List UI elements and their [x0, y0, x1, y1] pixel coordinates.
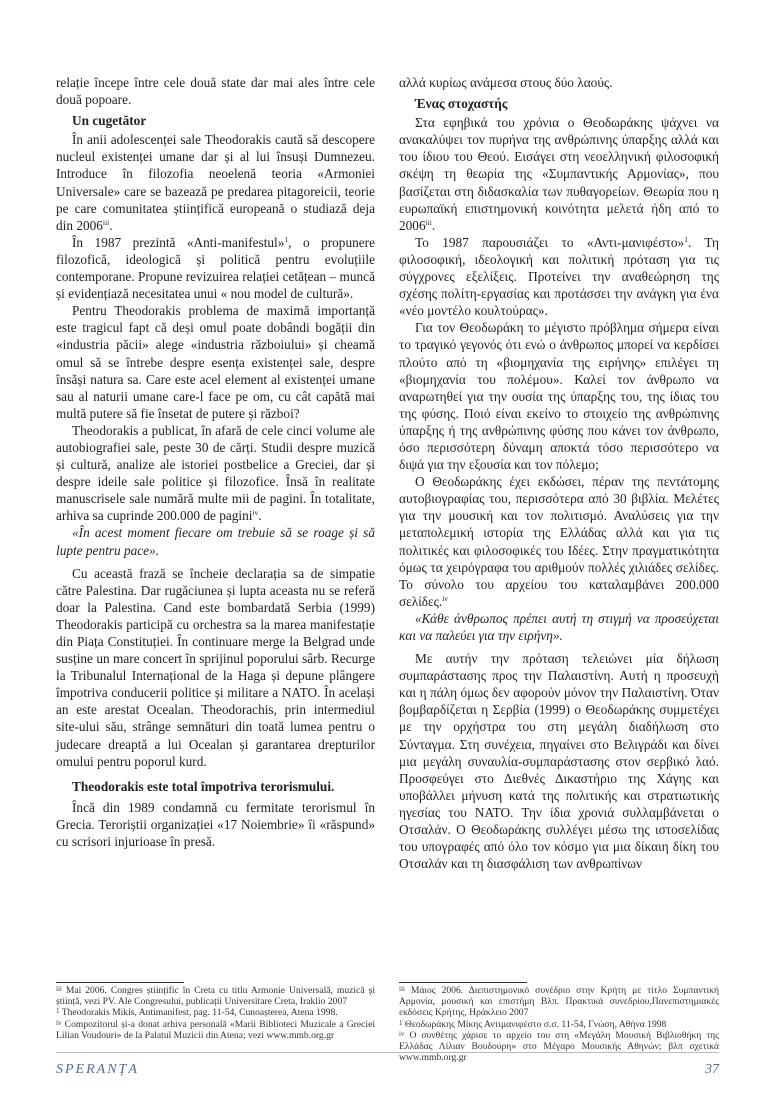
section-heading-terrorism: Theodorakis este total împotriva terorismului. — [72, 778, 335, 794]
paragraph-text: Theodorakis a publicat, în afară de cele cinci volume ale autobiografiei sale, peste 30 de cărți. Studii despre muzică și cultură, analize ale istoriei postbelice a Greciei, dar și despre ideile sale politice și filozofice. Însă în realitate manuscrisele sale numără multe mii de pagini. În totalitate, arhiva sa cuprinde 200.000 de pagini — [56, 422, 375, 524]
paragraph — [399, 234, 719, 319]
paragraph-text: În 1987 prezintă «Anti-manifestul» — [72, 234, 285, 250]
paragraph — [56, 131, 375, 234]
pull-quote: «În acest moment fiecare om trebuie să se roage și să lupte pentru pace». — [56, 525, 375, 558]
footnote-ref[interactable]: 1 — [284, 234, 289, 244]
greek-column — [399, 74, 719, 872]
paragraph: αλλά κυρίως ανάμεσα στους δύο λαούς. — [399, 75, 613, 90]
pull-quote: «Κάθε άνθρωπος πρέπει αυτή τη στιγμή να προσεύχεται και να παλεύει για την ειρήνη». — [399, 610, 719, 643]
footnote-divider — [56, 982, 184, 983]
footnote-ref[interactable]: iv — [252, 508, 259, 518]
paragraph-text: În anii adolescenței sale Theodorakis caută să descopere nucleul existenței umane dar și al lui însuși Dumnezeu. Introduce în filozofia neoelenă teoria «Armoniei Universale» care se bazează pe predarea pitagoreicii, teorie pe care comunitatea științifică europeană o studiază deja din 2006 — [56, 132, 375, 233]
footnote-ref[interactable]: iii — [102, 217, 110, 227]
footnote-text: Μάιος 2006. Διεπιστημονικό συνέδριο στην Κρήτη με τίτλο Συμπαντική Αρμονία, μουσική και επιστήμη Βλπ. Πρακτικά συνεδρίου,Πανεπιστημιακές εκδόσεις Κρήτης, Ηράκλειο 2007 — [399, 985, 719, 1019]
paragraph: Pentru Theodorakis problema de maximă importanță este tragicul fapt că deși omul poate dobândi bogății din «industria păcii» alege «industria războiului» și cheamă omul să se întrebe despre esența existenței sale, despre însăși natura sa. Care este acel element al existenței umane sau al naturii umane care-l face pe om, cu cât capătă mai multă putere să fie însetat de putere și război? — [56, 303, 375, 421]
paragraph: Με αυτήν την πρόταση τελειώνει μία δήλωση συμπαράστασης προς την Παλαιστίνη. Αυτή η προσευχή και η πάλη όμως δεν αφορούν μόνον την Παλαιστίνη. Όταν βομβαρδίζεται η Σερβία (1999) ο Θεοδωράκης συμμετέχει με την ορχήστρα του στη μεγάλη διαδήλωση στο Σύνταγμα. Στη συνέχεια, πηγαίνει στο Βελιγράδι και δίνει μια μεγάλη συναυλία-συμπαράστασης στον σερβικό λαό. Προσφεύγει στο Διεθνές Δικαστήριο της Χάγης και υποβάλλει μήνυση κατά της πολιτικής και στρατιωτικής ηγεσίας του ΝΑΤΟ. Την ίδια χρονιά συλλαμβάνεται ο Οτσαλάν. Ο Θεοδωράκης συλλέγει μέσω της ιστοσελίδας του υπογραφές από όλο τον κόσμο για μια δίκαιη δίκη του Οτσαλάν και τη διασφάλιση των ανθρωπίνων — [399, 651, 719, 872]
footer-divider — [56, 1052, 719, 1053]
section-heading-thinker: Un cugetător — [72, 113, 147, 129]
footnote-text: Mai 2006. Congres științific în Creta cu titlu Armonie Universală, muzică și știință, vezi PV. Ale Congresului, publicații Universitare Creta, Iraklio 2007 — [56, 985, 375, 1008]
footnotes-romanian — [56, 982, 375, 1041]
footnote-ref[interactable]: iii — [425, 217, 432, 227]
footnote-mark: iii — [399, 985, 405, 993]
footnote-text: Θεοδωράκης Μίκης Αντιμανιφέστο σ.σ. 11-54, Γνώση, Αθήνα 1998 — [402, 1018, 667, 1030]
punctuation: . — [109, 217, 113, 233]
paragraph: relație începe între cele două state dar mai ales între cele două popoare. — [56, 75, 375, 108]
paragraph-text: Ο Θεοδωράκης έχει εκδώσει, πέραν της πεντάτομης αυτοβιογραφίας του, περισσότερα από 30 βιβλία. Μελέτες για την μουσική και τον πολιτισμό. Αναλύσεις για την μεταπολεμική ιστορία της Ελλάδας αλλά και για τις πολιτικές και φιλοσοφικές του Ιδέες. Στην πραγματικότητα όμως τα χειρόγραφα του αριθμούν πολλές χιλιάδες σελίδες. Το σύνολο του αρχείου του καταλαμβάνει 200.000 σελίδες. — [399, 474, 719, 609]
paragraph: Încă din 1989 condamnă cu fermitate terorismul în Grecia. Teroriștii organizației «17 Noiembrie» îi «răspund» cu scrisori injurioase în presă. — [56, 799, 375, 850]
paragraph: Cu această frază se încheie declarația sa de simpatie către Palestina. Dar rugăciunea și lupta aceasta nu se referă doar la Palestina. Cand este bombardată Serbia (1999) Theodorakis participă cu orchestra sa la marea manifestație din Piața Constituției. În continuare merge la Belgrad unde susține un mare concert în sprijinul poporului sârb. Recurge la Tribunalul Internațional de la Haga și depune plângere împotriva conducerii politice și militare a NATO. În același an este arestat Ocealan. Theodorachis, prin intermediul site-ului său, strânge semnături din toată lumea pentru o judecare dreaptă a lui Ocealan și garantarea drepturilor omului pentru poporul kurd. — [56, 565, 375, 769]
footnote — [56, 1019, 375, 1041]
footnote-ref[interactable]: 1 — [684, 234, 688, 244]
footnote-text: Ο συνθέτης χάρισε το αρχείο του στη «Μεγάλη Μουσική Βιβλιοθήκη της Ελλάδας Λίλιαν Βουδούρη» στο Μέγαρο Μουσικής Αθηνών; βλπ σχετικά www.mmb.org.gr — [399, 1029, 719, 1064]
paragraph-text: Στα εφηβικά του χρόνια ο Θεοδωράκης ψάχνει να ανακαλύψει τον πυρήνα της ανθρώπινης ύπαρξης αλλά και του ίδιου του Θεού. Εισάγει στη νεοελληνική φιλοσοφική σκέψη τη θεωρία της «Συμπαντικής Αρμονίας», που βασίζεται στη διδασκαλία των πυθαγορείων. Θεωρία που η ευρωπαϊκή επιστημονική κοινότητα μελετά ήδη από το 2006 — [399, 115, 719, 233]
paragraph-text: . Τη φιλοσοφική, ιδεολογική και πολιτική πρόταση για τις σύγχρονες εξελίξεις. Προτείνει την αναθεώρηση της σχέσης πολίτη-εργασίας και προτάσσει την ανάγκη για ένα «νέο μοντέλο κουλτούρας». — [399, 234, 719, 319]
footnote-mark: 1 — [399, 1018, 403, 1027]
punctuation: . — [258, 508, 262, 524]
footnote-text: Theodorakis Mikis, Antimanifest, pag. 11-54, Cunoașterea, Atena 1998. — [59, 1007, 338, 1019]
paragraph-text: Το 1987 παρουσιάζει το «Αντι-μανιφέστο» — [415, 234, 685, 250]
paragraph: Για τον Θεοδωράκη το μέγιστο πρόβλημα σήμερα είναι το τραγικό γεγονός ότι ενώ ο άνθρωπος μπορεί να κερδίσει πλούτο από τη «βιομηχανία της ειρήνης» επιλέγει τη «βιομηχανία του πολέμου». Καλεί τον άνθρωπο να αναρωτηθεί για την ουσία της ύπαρξης του, της ίδιας του της φύσης. Ποιό είναι εκείνο το στοιχείο της ανθρώπινης ύπαρξης ή της ανθρώπινης φύσης που κάνει τον άνθρωπο, όσο περισσότερη δύναμη αποκτά τόσο περισσότερο να διψά για την εξουσία και τον πόλεμο; — [399, 320, 719, 473]
footnote-ref[interactable]: iv — [442, 593, 449, 603]
paragraph — [56, 422, 375, 525]
footnote-mark: iii — [56, 985, 62, 993]
footnote — [56, 1007, 375, 1018]
paragraph — [399, 114, 719, 234]
footnote — [399, 1019, 719, 1030]
paragraph — [56, 234, 375, 302]
paragraph-text: , o propunere filozofică, ideologică și politică pentru evoluțiile contemporane. Propune revizuirea relației cetățean – muncă și evidențiază necesitatea unui « nou model de cultură». — [56, 234, 375, 302]
footnote-mark: iv — [399, 1029, 405, 1038]
magazine-name: SPERANȚA — [56, 1062, 139, 1077]
footnote — [56, 985, 375, 1007]
paragraph — [399, 473, 719, 610]
footnote-text: Compozitorul și-a donat arhiva personală «Marii Biblioteci Muzicale a Greciei Lilian Voudouri» de la Palatul Muzicii din Atena; vezi www.mmb.org.gr — [56, 1018, 375, 1041]
page-number: 37 — [705, 1062, 719, 1077]
footnote — [399, 985, 719, 1019]
footnote-mark: iv — [56, 1018, 62, 1027]
footnote-mark: 1 — [56, 1007, 60, 1016]
footnote — [399, 1030, 719, 1064]
punctuation: . — [431, 217, 436, 233]
romanian-column — [56, 74, 375, 850]
section-heading-thinker-greek: Ένας στοχαστής — [415, 96, 508, 112]
footnote-divider — [399, 982, 527, 983]
